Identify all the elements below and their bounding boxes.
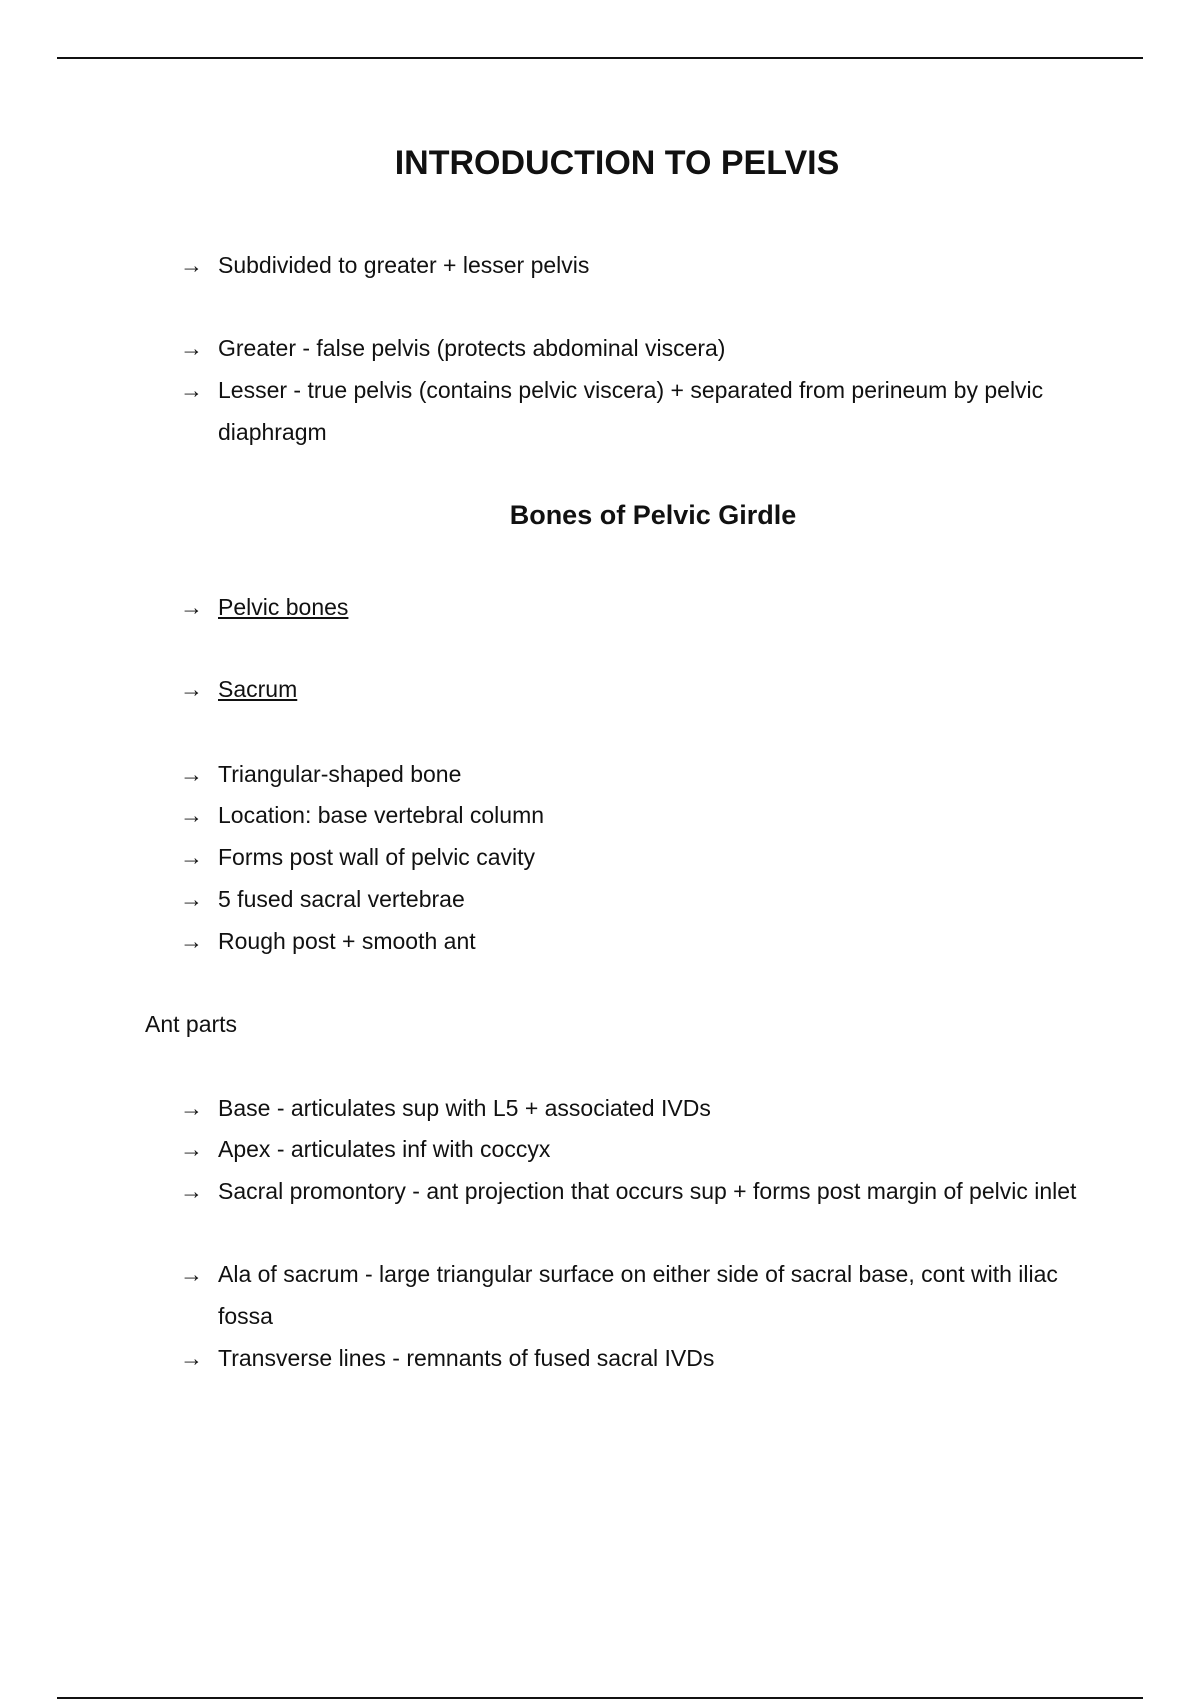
list-item-text: Base - articulates sup with L5 + associated IVDs xyxy=(218,1095,711,1121)
list-item-text: Forms post wall of pelvic cavity xyxy=(218,844,535,870)
bottom-rule xyxy=(57,1697,1143,1699)
list-item-text: 5 fused sacral vertebrae xyxy=(218,886,465,912)
list-item-text: Location: base vertebral column xyxy=(218,802,545,828)
arrow-icon: → xyxy=(180,844,203,870)
heading-pelvic-bones: Pelvic bones xyxy=(218,594,349,620)
arrow-icon: → xyxy=(180,1136,203,1162)
list-item-text: Triangular-shaped bone xyxy=(218,761,462,787)
arrow-icon: → xyxy=(180,761,203,787)
arrow-icon: → xyxy=(180,1178,203,1204)
arrow-icon: → xyxy=(180,1261,203,1287)
list-item-text: Apex - articulates inf with coccyx xyxy=(218,1136,551,1162)
arrow-icon: → xyxy=(180,1345,203,1371)
list-item-text: Greater - false pelvis (protects abdominal viscera) xyxy=(218,335,726,361)
list-item-text: Transverse lines - remnants of fused sacral IVDs xyxy=(218,1345,715,1371)
arrow-icon: → xyxy=(180,252,203,278)
arrow-icon: → xyxy=(180,377,203,403)
list-item-text: Lesser - true pelvis (contains pelvic viscera) + separated from perineum by pelvic diaphragm xyxy=(218,377,1044,445)
list-item-text: Subdivided to greater + lesser pelvis xyxy=(218,252,590,278)
ant-parts-label: Ant parts xyxy=(145,1011,238,1037)
top-rule xyxy=(57,57,1143,59)
arrow-icon: → xyxy=(180,1095,203,1121)
arrow-icon: → xyxy=(180,802,203,828)
arrow-icon: → xyxy=(180,676,203,702)
heading-sacrum: Sacrum xyxy=(218,676,298,702)
arrow-icon: → xyxy=(180,886,203,912)
section-title: Bones of Pelvic Girdle xyxy=(509,500,797,530)
arrow-icon: → xyxy=(180,928,203,954)
list-item-text: Rough post + smooth ant xyxy=(218,928,476,954)
page-title: INTRODUCTION TO PELVIS xyxy=(394,144,840,182)
arrow-icon: → xyxy=(180,335,203,361)
list-item-text: Ala of sacrum - large triangular surface on either side of sacral base, cont with iliac fossa xyxy=(218,1261,1058,1329)
arrow-icon: → xyxy=(180,594,203,620)
list-item-text: Sacral promontory - ant projection that occurs sup + forms post margin of pelvic inlet xyxy=(218,1178,1077,1204)
